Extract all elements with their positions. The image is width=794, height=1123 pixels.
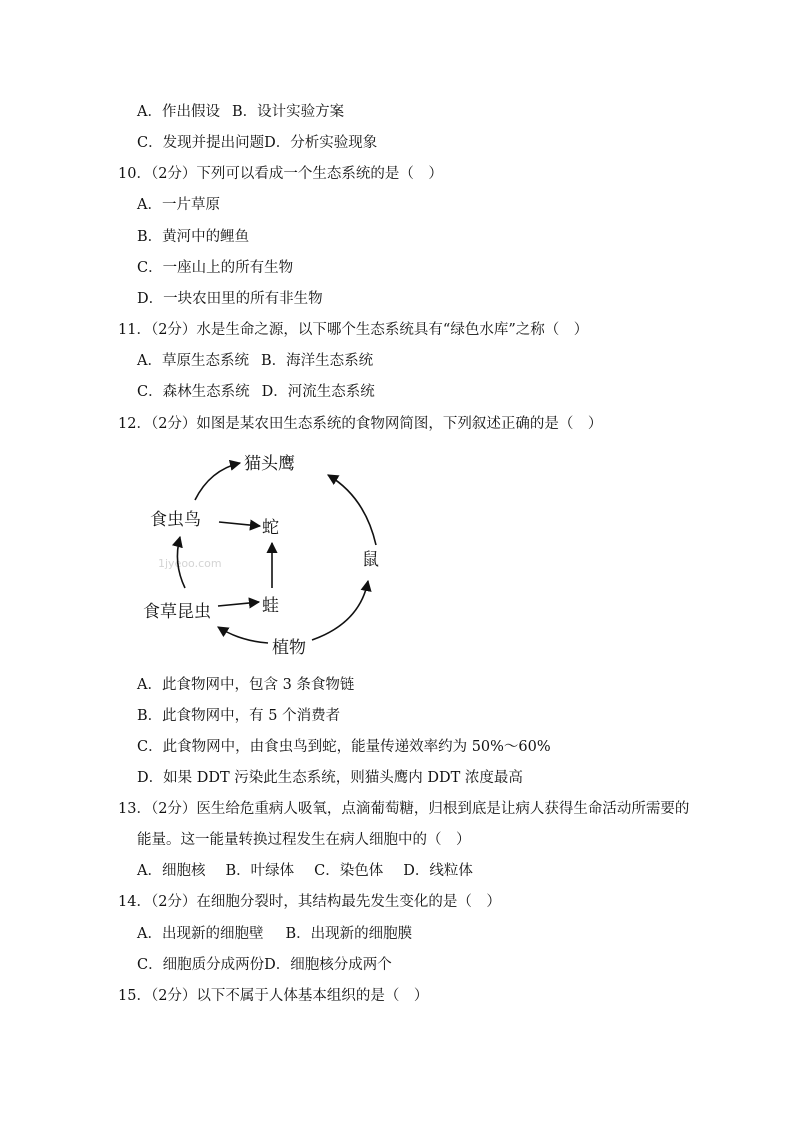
node-insectivorous-bird: 食虫鸟	[150, 510, 201, 530]
q14-option-b: B．出现新的细胞膜	[285, 926, 413, 942]
node-snake: 蛇	[262, 518, 279, 538]
arrow-plant-to-mouse	[312, 581, 368, 640]
q11-option-c: C．森林生态系统	[137, 384, 250, 400]
q13-option-c: C．染色体	[314, 863, 384, 879]
arrow-mouse-to-owl	[328, 475, 376, 545]
q10-stem: 10．（2分）下列可以看成一个生态系统的是（ ）	[118, 166, 443, 182]
q12-option-d: D．如果 DDT 污染此生态系统，则猫头鹰内 DDT 浓度最高	[137, 770, 523, 786]
q11-options-row-1	[137, 351, 373, 371]
q12-option-b: B．此食物网中，有 5 个消费者	[137, 708, 341, 724]
q13-options-row	[137, 861, 473, 881]
q9-options-row-2	[137, 133, 377, 153]
q13-option-b: B．叶绿体	[225, 863, 295, 879]
q14-stem: 14．（2分）在细胞分裂时，其结构最先发生变化的是（ ）	[118, 894, 501, 910]
q15-stem: 15．（2分）以下不属于人体基本组织的是（ ）	[118, 988, 429, 1004]
q11-option-a: A．草原生态系统	[137, 353, 249, 369]
q11-stem: 11．（2分）水是生命之源，以下哪个生态系统具有“绿色水库”之称（ ）	[118, 322, 589, 338]
arrow-plant-to-insect	[218, 627, 268, 643]
q9-option-c: C．发现并提出问题	[137, 135, 265, 151]
node-plant: 植物	[272, 638, 306, 658]
q12-option-c: C．此食物网中，由食虫鸟到蛇，能量传递效率约为 50%～60%	[137, 739, 551, 755]
arrow-insect-to-frog	[218, 602, 259, 606]
q10-option-d: D．一块农田里的所有非生物	[137, 291, 323, 307]
q14-option-c: C．细胞质分成两份	[137, 957, 265, 973]
q11-options-row-2	[137, 382, 375, 402]
q9-option-a: A．作出假设	[137, 104, 220, 120]
node-mouse: 鼠	[362, 550, 379, 570]
q14-option-d: D．细胞核分成两个	[264, 957, 392, 973]
node-owl: 猫头鹰	[244, 454, 295, 474]
q10-option-a: A．一片草原	[137, 197, 220, 213]
node-frog: 蛙	[262, 596, 279, 616]
q12-option-a: A．此食物网中，包含 3 条食物链	[137, 677, 355, 693]
q13-stem-line-2: 能量。这一能量转换过程发生在病人细胞中的（ ）	[137, 832, 471, 848]
arrow-bird-to-snake	[219, 522, 260, 526]
q13-option-a: A．细胞核	[137, 863, 206, 879]
q10-option-c: C．一座山上的所有生物	[137, 260, 294, 276]
q14-option-a: A．出现新的细胞壁	[137, 926, 264, 942]
food-web-diagram	[140, 445, 400, 665]
q14-options-row-2	[137, 955, 392, 975]
q9-option-d: D．分析实验现象	[264, 135, 378, 151]
node-herbivorous-insect: 食草昆虫	[143, 602, 211, 622]
q13-stem-line-1: 13．（2分）医生给危重病人吸氧，点滴葡萄糖，归根到底是让病人获得生命活动所需要的	[118, 801, 690, 817]
q11-option-b: B．海洋生态系统	[260, 353, 374, 369]
q13-option-d: D．线粒体	[403, 863, 473, 879]
q11-option-d: D．河流生态系统	[261, 384, 375, 400]
q9-options-row-1	[137, 102, 344, 122]
q10-option-b: B．黄河中的鲤鱼	[137, 229, 250, 245]
q9-option-b: B．设计实验方案	[231, 104, 345, 120]
q12-stem: 12．（2分）如图是某农田生态系统的食物网简图，下列叙述正确的是（ ）	[118, 416, 603, 432]
q14-options-row-1	[137, 924, 412, 944]
arrow-bird-to-owl	[195, 463, 240, 500]
watermark: 1jyeoo.com	[158, 557, 222, 570]
